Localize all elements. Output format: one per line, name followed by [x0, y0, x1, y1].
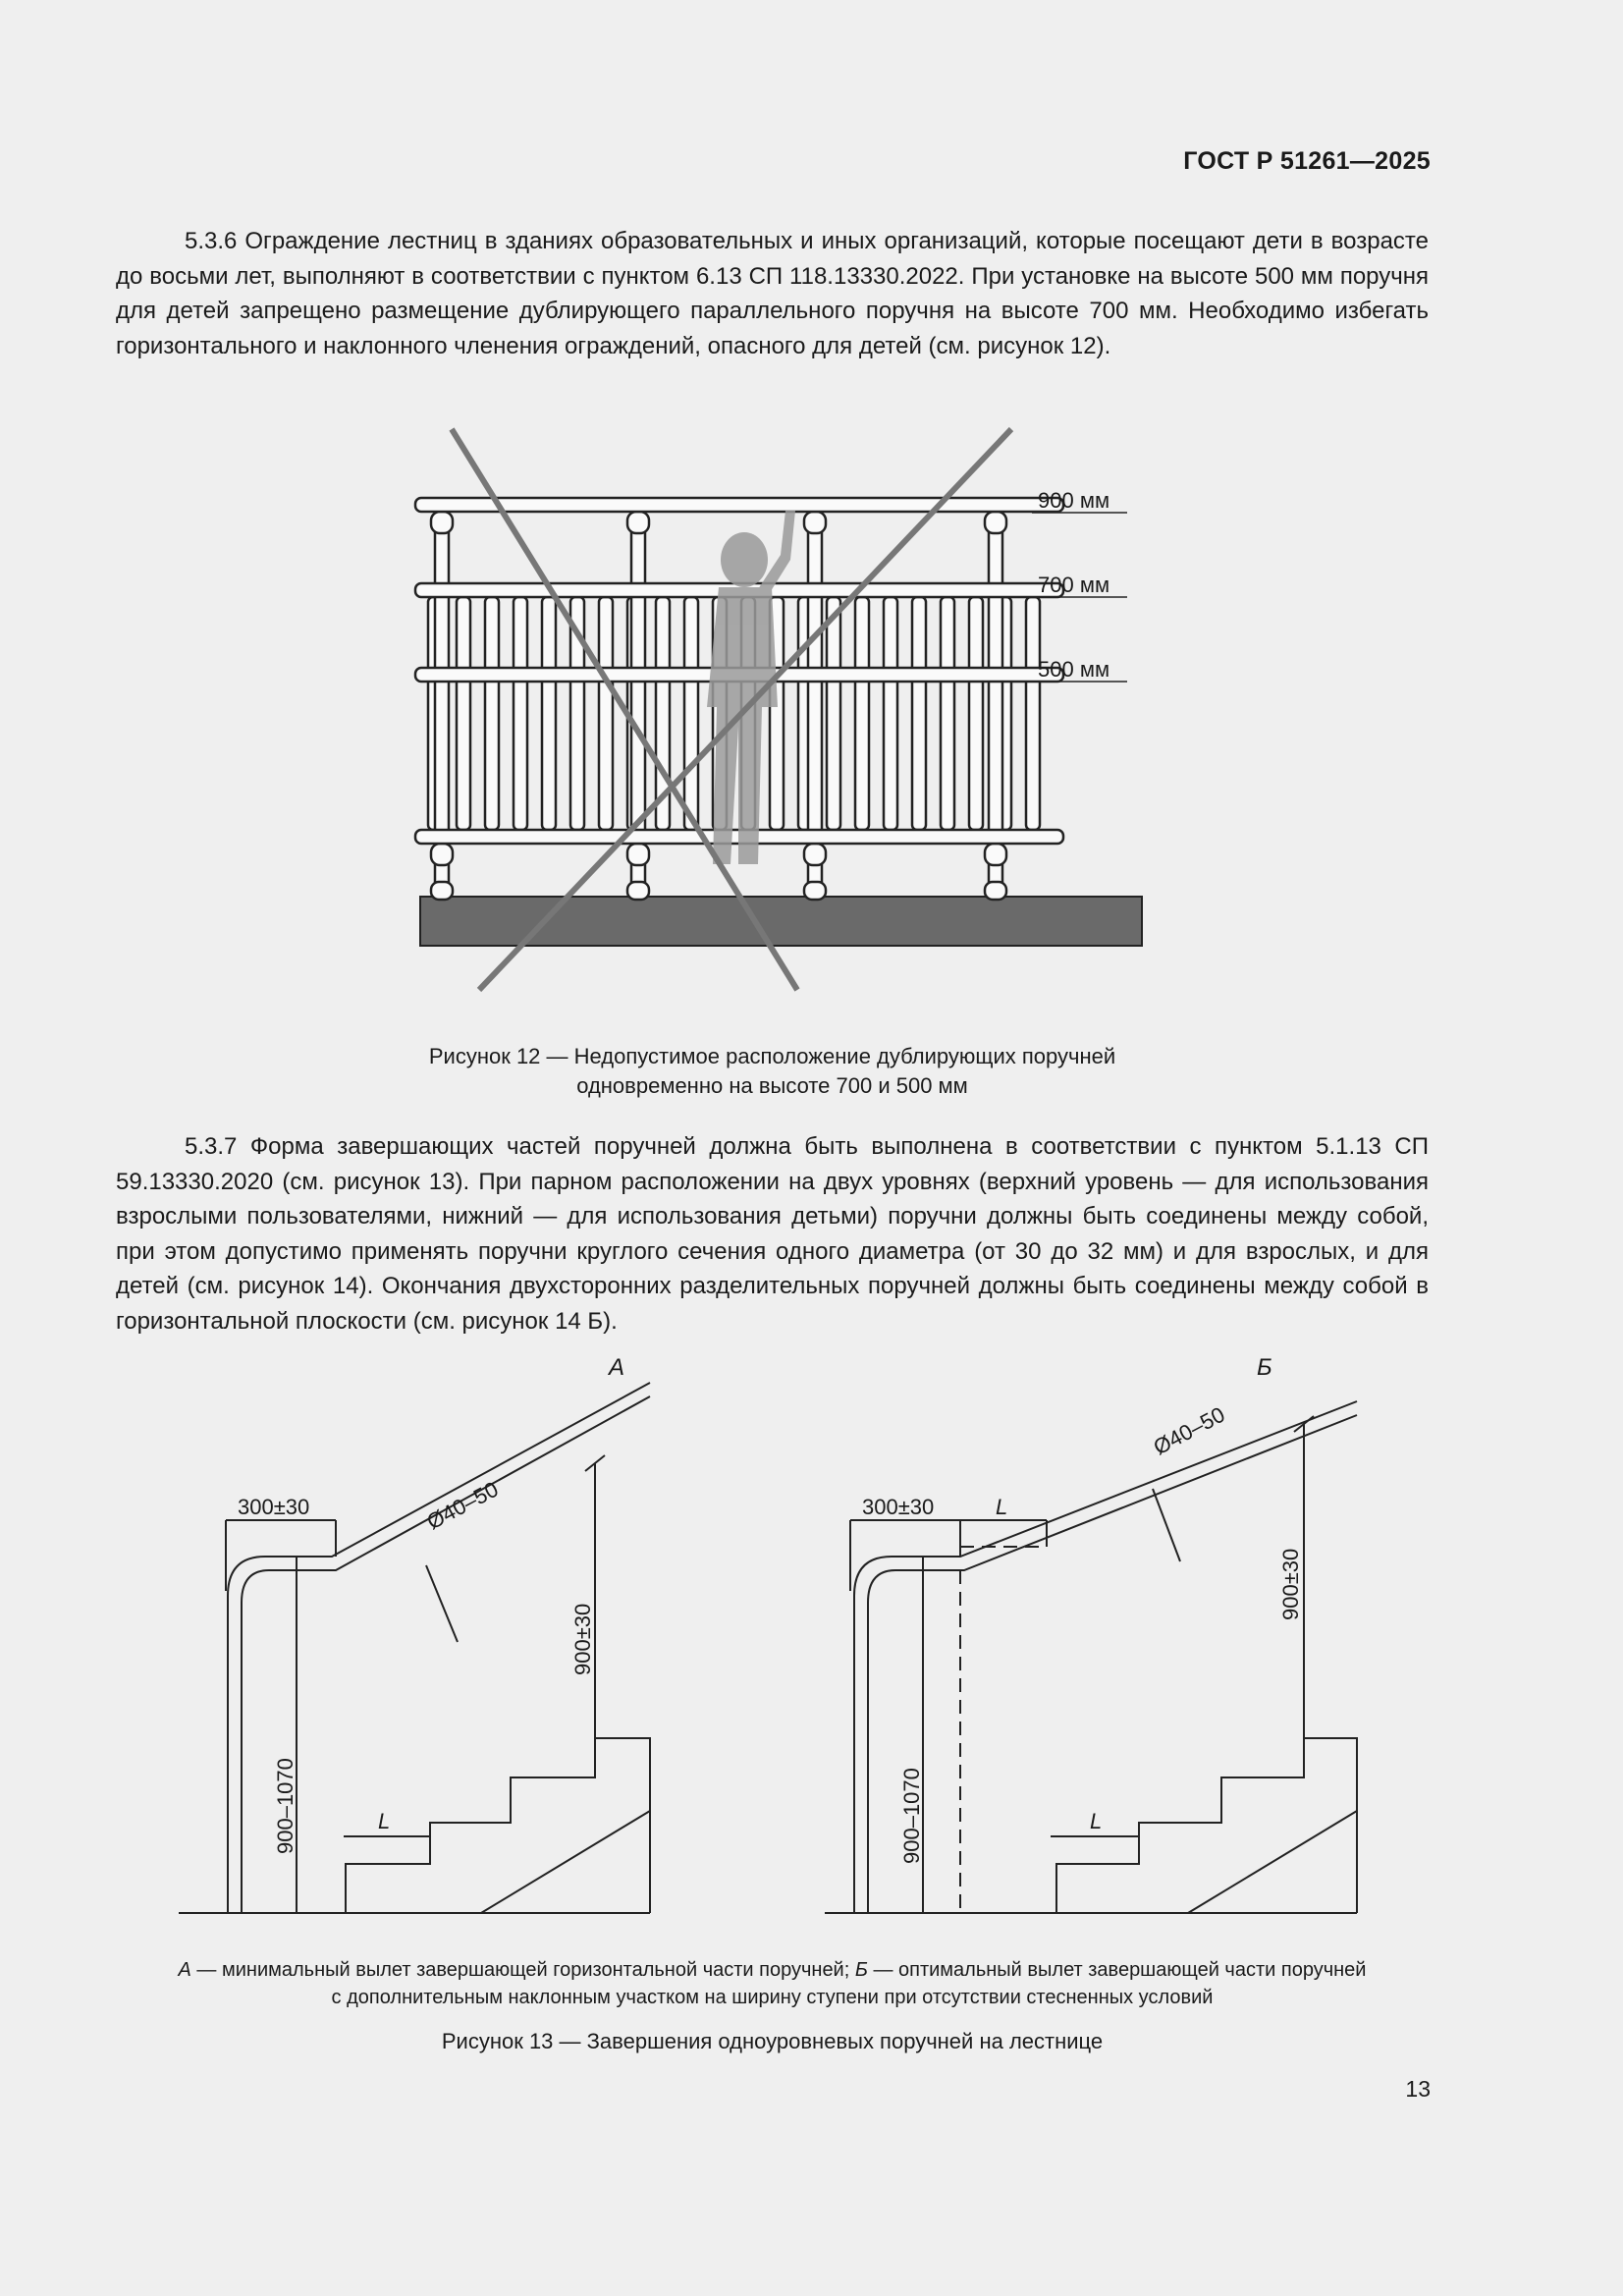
legend-a-text: — минимальный вылет завершающей горизонтальной части поручней; — [190, 1959, 855, 1981]
panel-b-dim-slope-height: 900±30 — [1278, 1548, 1303, 1620]
baluster — [855, 597, 869, 830]
baluster — [941, 597, 954, 830]
figure-13-legend-line1 — [116, 1956, 1429, 1984]
document-standard-code: ГОСТ Р 51261—2025 — [1183, 147, 1431, 175]
panel-b-dim-diameter: Ø40–50 — [1149, 1401, 1229, 1460]
label-900mm: 900 мм — [1038, 488, 1110, 513]
panel-a-dim-landing-height: 900–1070 — [273, 1758, 298, 1854]
panel-b-dim-step: L — [1090, 1809, 1103, 1833]
paragraph-5-3-6 — [116, 224, 1429, 363]
baluster — [1026, 597, 1040, 830]
baluster — [969, 597, 983, 830]
figure-13-caption: Рисунок 13 — Завершения одноуровневых поручней на лестнице — [441, 2029, 1104, 2053]
panel-a-dim-slope-height: 900±30 — [570, 1603, 595, 1675]
paragraph-5-3-7 — [116, 1129, 1429, 1339]
baluster — [485, 597, 499, 830]
baluster — [457, 597, 470, 830]
panel-b-dim-landing-height: 900–1070 — [899, 1768, 924, 1864]
post-knuckle — [804, 512, 826, 533]
paragraph-5-3-7-text: 5.3.7 Форма завершающих частей поручней должна быть выполнена в соответствии с пунктом 5.1.13 СП 59.13330.2020 (см. рисунок 13). При парном расположении на двух уровнях (верхний уровень — для использования взрослыми пользователями, нижний — для использования детьми) поручни должны быть соединены между собой, при этом допустимо применять поручни круглого сечения одного диаметра (от 30 до 32 мм) и для взрослых, и для детей (см. рисунок 14). Окончания двухсторонних разделительных поручней должны быть соединены между собой в горизонтальной плоскости (см. рисунок 14 Б). — [116, 1133, 1429, 1335]
panel-a-title: А — [609, 1354, 625, 1381]
rail-900 — [415, 498, 1063, 512]
baluster — [684, 597, 698, 830]
figure-12-caption-line1: Рисунок 12 — Недопустимое расположение дублирующих поручней — [428, 1044, 1116, 1068]
figure-12-railing-drawing — [393, 412, 1168, 1002]
post-knuckle — [627, 844, 649, 865]
figure-12-caption-line2: одновременно на высоте 700 и 500 мм — [576, 1073, 968, 1098]
baluster — [514, 597, 527, 830]
panel-b — [825, 1354, 1357, 1913]
panel-b-dim-extension: 300±30 — [862, 1495, 935, 1519]
panel-b-dim-extra: L — [996, 1495, 1008, 1519]
label-700mm: 700 мм — [1038, 573, 1110, 597]
panel-b-title: Б — [1257, 1354, 1272, 1381]
panel-a-dim-step: L — [378, 1809, 391, 1833]
post-knuckle — [431, 512, 453, 533]
post-knuckle — [804, 844, 826, 865]
legend-a-key: А — [178, 1959, 191, 1981]
legend-b-text: — оптимальный вылет завершающей части поручней — [867, 1959, 1367, 1981]
baluster — [912, 597, 926, 830]
legend-b-key: Б — [854, 1959, 868, 1981]
page-number: 13 — [1405, 2076, 1431, 2102]
post-knuckle — [431, 844, 453, 865]
panel-a-dim-diameter: Ø40–50 — [422, 1476, 503, 1535]
baluster — [542, 597, 556, 830]
label-500mm: 500 мм — [1038, 657, 1110, 682]
post-knuckle — [985, 844, 1006, 865]
figure-13-legend-line2: с дополнительным наклонным участком на ширину ступени при отсутствии стесненных условий — [331, 1987, 1214, 2008]
figure-13-handrail-endings — [167, 1345, 1443, 1935]
figure-12-caption — [0, 1042, 1544, 1101]
post-foot — [431, 882, 453, 900]
baluster — [599, 597, 613, 830]
baluster — [884, 597, 897, 830]
post-foot — [804, 882, 826, 900]
post-knuckle — [985, 512, 1006, 533]
panel-a-dim-extension: 300±30 — [238, 1495, 310, 1519]
post-foot — [985, 882, 1006, 900]
paragraph-5-3-6-text: 5.3.6 Ограждение лестниц в зданиях образовательных и иных организаций, которые посещают дети в возрасте до восьми лет, выполняют в соответствии с пунктом 6.13 СП 118.13330.2022. При установке на высоте 500 мм поручня для детей запрещено размещение дублирующего параллельного поручня на высоте 700 мм. Необходимо избегать горизонтального и наклонного членения ограждений, опасного для детей (см. рисунок 12). — [116, 228, 1429, 359]
post-foot — [627, 882, 649, 900]
post-knuckle — [627, 512, 649, 533]
panel-a — [179, 1354, 650, 1913]
figure-13-legend — [116, 1956, 1429, 2011]
baluster — [827, 597, 840, 830]
